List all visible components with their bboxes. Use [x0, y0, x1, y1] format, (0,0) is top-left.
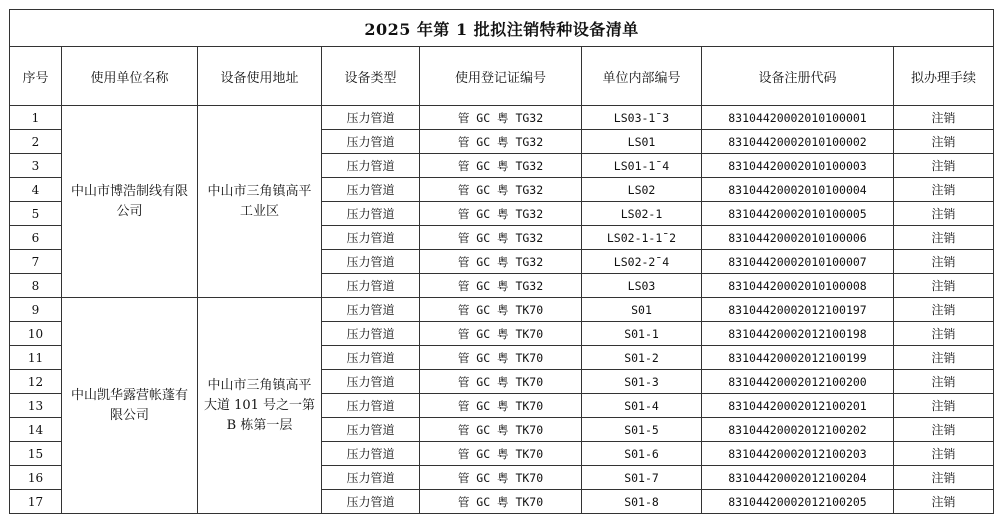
- device-type-cell: 压力管道: [322, 490, 420, 514]
- table-title: 2025 年第 1 批拟注销特种设备清单: [10, 10, 994, 47]
- column-header-unit: 使用单位名称: [62, 47, 198, 106]
- row-number: 16: [10, 466, 62, 490]
- equipment-table: [9, 9, 994, 514]
- device-type-cell: 压力管道: [322, 394, 420, 418]
- device-type-cell: 压力管道: [322, 418, 420, 442]
- row-number: 4: [10, 178, 62, 202]
- table-row: [10, 106, 994, 130]
- internal-number-cell: LS02: [582, 178, 702, 202]
- action-cell: 注销: [894, 370, 994, 394]
- cert-number-cell: 管 GC 粤 TK70: [420, 346, 582, 370]
- action-cell: 注销: [894, 298, 994, 322]
- registration-code-cell: 83104420002010100008: [702, 274, 894, 298]
- device-type-cell: 压力管道: [322, 346, 420, 370]
- registration-code-cell: 83104420002012100201: [702, 394, 894, 418]
- row-number: 13: [10, 394, 62, 418]
- cert-number-cell: 管 GC 粤 TK70: [420, 490, 582, 514]
- action-cell: 注销: [894, 490, 994, 514]
- row-number: 9: [10, 298, 62, 322]
- registration-code-cell: 83104420002012100199: [702, 346, 894, 370]
- row-number: 3: [10, 154, 62, 178]
- internal-number-cell: S01: [582, 298, 702, 322]
- device-type-cell: 压力管道: [322, 370, 420, 394]
- table-body: [10, 106, 994, 514]
- internal-number-cell: S01-2: [582, 346, 702, 370]
- cert-number-cell: 管 GC 粤 TK70: [420, 370, 582, 394]
- registration-code-cell: 83104420002010100005: [702, 202, 894, 226]
- internal-number-cell: S01-4: [582, 394, 702, 418]
- registration-code-cell: 83104420002010100004: [702, 178, 894, 202]
- device-type-cell: 压力管道: [322, 298, 420, 322]
- column-header-address: 设备使用地址: [198, 47, 322, 106]
- device-type-cell: 压力管道: [322, 202, 420, 226]
- internal-number-cell: LS01-1¯4: [582, 154, 702, 178]
- action-cell: 注销: [894, 250, 994, 274]
- cert-number-cell: 管 GC 粤 TK70: [420, 442, 582, 466]
- registration-code-cell: 83104420002010100002: [702, 130, 894, 154]
- row-number: 12: [10, 370, 62, 394]
- unit-name-cell: 中山市博浩制线有限公司: [62, 106, 198, 298]
- device-type-cell: 压力管道: [322, 322, 420, 346]
- registration-code-cell: 83104420002012100205: [702, 490, 894, 514]
- internal-number-cell: LS03: [582, 274, 702, 298]
- cert-number-cell: 管 GC 粤 TG32: [420, 106, 582, 130]
- device-type-cell: 压力管道: [322, 442, 420, 466]
- internal-number-cell: LS02-1: [582, 202, 702, 226]
- cert-number-cell: 管 GC 粤 TG32: [420, 178, 582, 202]
- action-cell: 注销: [894, 346, 994, 370]
- internal-number-cell: LS02-2¯4: [582, 250, 702, 274]
- cert-number-cell: 管 GC 粤 TG32: [420, 226, 582, 250]
- registration-code-cell: 83104420002012100202: [702, 418, 894, 442]
- internal-number-cell: S01-3: [582, 370, 702, 394]
- cert-number-cell: 管 GC 粤 TK70: [420, 298, 582, 322]
- registration-code-cell: 83104420002012100197: [702, 298, 894, 322]
- internal-number-cell: S01-5: [582, 418, 702, 442]
- device-type-cell: 压力管道: [322, 154, 420, 178]
- internal-number-cell: S01-7: [582, 466, 702, 490]
- cert-number-cell: 管 GC 粤 TG32: [420, 154, 582, 178]
- registration-code-cell: 83104420002012100203: [702, 442, 894, 466]
- action-cell: 注销: [894, 130, 994, 154]
- cert-number-cell: 管 GC 粤 TG32: [420, 202, 582, 226]
- table-row: [10, 298, 994, 322]
- action-cell: 注销: [894, 154, 994, 178]
- action-cell: 注销: [894, 178, 994, 202]
- column-header-code: 设备注册代码: [702, 47, 894, 106]
- registration-code-cell: 83104420002012100198: [702, 322, 894, 346]
- cert-number-cell: 管 GC 粤 TK70: [420, 466, 582, 490]
- address-cell: 中山市三角镇高平大道 101 号之一第 B 栋第一层: [198, 298, 322, 514]
- equipment-list-sheet: [9, 9, 993, 514]
- action-cell: 注销: [894, 394, 994, 418]
- column-header-type: 设备类型: [322, 47, 420, 106]
- column-header-no: 序号: [10, 47, 62, 106]
- device-type-cell: 压力管道: [322, 106, 420, 130]
- device-type-cell: 压力管道: [322, 274, 420, 298]
- device-type-cell: 压力管道: [322, 250, 420, 274]
- row-number: 17: [10, 490, 62, 514]
- device-type-cell: 压力管道: [322, 226, 420, 250]
- row-number: 8: [10, 274, 62, 298]
- action-cell: 注销: [894, 226, 994, 250]
- internal-number-cell: LS03-1¯3: [582, 106, 702, 130]
- action-cell: 注销: [894, 442, 994, 466]
- row-number: 7: [10, 250, 62, 274]
- device-type-cell: 压力管道: [322, 178, 420, 202]
- row-number: 14: [10, 418, 62, 442]
- row-number: 10: [10, 322, 62, 346]
- action-cell: 注销: [894, 466, 994, 490]
- column-header-cert: 使用登记证编号: [420, 47, 582, 106]
- action-cell: 注销: [894, 274, 994, 298]
- cert-number-cell: 管 GC 粤 TK70: [420, 394, 582, 418]
- row-number: 15: [10, 442, 62, 466]
- device-type-cell: 压力管道: [322, 130, 420, 154]
- registration-code-cell: 83104420002010100006: [702, 226, 894, 250]
- internal-number-cell: S01-8: [582, 490, 702, 514]
- row-number: 11: [10, 346, 62, 370]
- unit-name-cell: 中山凯华露营帐蓬有限公司: [62, 298, 198, 514]
- table-header-row: [10, 47, 994, 106]
- internal-number-cell: LS02-1-1¯2: [582, 226, 702, 250]
- action-cell: 注销: [894, 322, 994, 346]
- action-cell: 注销: [894, 106, 994, 130]
- internal-number-cell: S01-1: [582, 322, 702, 346]
- action-cell: 注销: [894, 418, 994, 442]
- cert-number-cell: 管 GC 粤 TG32: [420, 250, 582, 274]
- cert-number-cell: 管 GC 粤 TK70: [420, 418, 582, 442]
- registration-code-cell: 83104420002010100003: [702, 154, 894, 178]
- action-cell: 注销: [894, 202, 994, 226]
- column-header-action: 拟办理手续: [894, 47, 994, 106]
- registration-code-cell: 83104420002012100200: [702, 370, 894, 394]
- row-number: 6: [10, 226, 62, 250]
- address-cell: 中山市三角镇高平工业区: [198, 106, 322, 298]
- row-number: 1: [10, 106, 62, 130]
- column-header-internal: 单位内部编号: [582, 47, 702, 106]
- device-type-cell: 压力管道: [322, 466, 420, 490]
- internal-number-cell: LS01: [582, 130, 702, 154]
- row-number: 2: [10, 130, 62, 154]
- registration-code-cell: 83104420002010100001: [702, 106, 894, 130]
- cert-number-cell: 管 GC 粤 TK70: [420, 322, 582, 346]
- row-number: 5: [10, 202, 62, 226]
- registration-code-cell: 83104420002010100007: [702, 250, 894, 274]
- cert-number-cell: 管 GC 粤 TG32: [420, 130, 582, 154]
- internal-number-cell: S01-6: [582, 442, 702, 466]
- registration-code-cell: 83104420002012100204: [702, 466, 894, 490]
- cert-number-cell: 管 GC 粤 TG32: [420, 274, 582, 298]
